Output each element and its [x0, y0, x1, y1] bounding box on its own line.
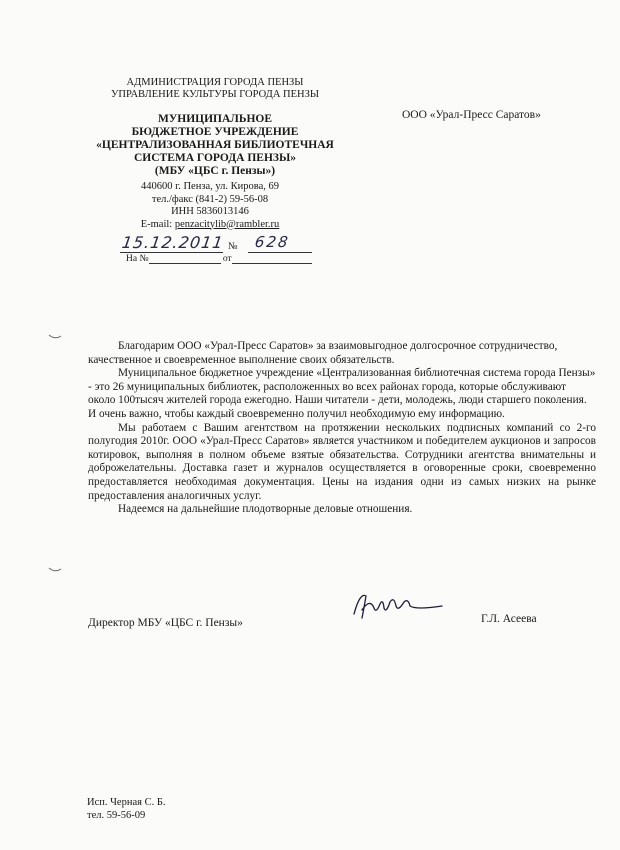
- body-paragraph: Надеемся на дальнейшие плодотворные деловые отношения.: [118, 503, 413, 516]
- reply-from: от: [222, 254, 232, 264]
- punch-hole-mark: [48, 566, 62, 574]
- email-label: E-mail:: [140, 218, 173, 230]
- reply-number-blank: [149, 253, 221, 264]
- punch-hole-mark: [48, 333, 62, 341]
- org-name-line: СИСТЕМА ГОРОДА ПЕНЗЫ»: [134, 152, 296, 164]
- registration-block: [120, 233, 325, 263]
- number-label: №: [228, 241, 238, 252]
- signatory-name: Г.Л. Асеева: [481, 613, 537, 625]
- signatory-title: Директор МБУ «ЦБС г. Пензы»: [88, 617, 243, 629]
- org-name-line: МУНИЦИПАЛЬНОЕ: [157, 113, 273, 125]
- organization-name: [90, 113, 340, 178]
- department-line: УПРАВЛЕНИЕ КУЛЬТУРЫ ГОРОДА ПЕНЗЫ: [110, 89, 320, 100]
- handwritten-signature: [350, 588, 445, 624]
- body-paragraph: Мы работаем с Вашим агентством на протяжении нескольких подписных компаний со 2-го полугодия 2010г. ООО «Урал-Пресс Саратов» является участником и победителем аукционов и запросов котировок, выполняя в полном объеме взятые обязательства. Сотрудники агентства внимательны и доброжелательны. Доставка газет и журналов осуществляется в оговоренные сроки, своевременно предоставляется необходимая документация. Цены на издания одни из самых низких на рынке предоставления аналогичных услуг.: [88, 421, 596, 502]
- inn: ИНН 5836013146: [171, 206, 249, 217]
- letterhead-authority: [110, 77, 320, 101]
- registration-number: 628: [253, 233, 291, 251]
- executor-info: [87, 796, 166, 822]
- letter-body: [88, 340, 596, 517]
- organization-contacts: [110, 181, 310, 231]
- executor-name: Исп. Черная С. Б.: [87, 797, 166, 808]
- email-link[interactable]: penzacitylib@rambler.ru: [174, 218, 280, 230]
- reply-reference: [126, 253, 312, 264]
- registration-date: 15.12.2011: [120, 233, 225, 252]
- org-name-line: (МБУ «ЦБС г. Пензы»): [154, 165, 276, 177]
- org-name-line: «ЦЕНТРАЛИЗОВАННАЯ БИБЛИОТЕЧНАЯ: [96, 139, 334, 151]
- recipient: ООО «Урал-Пресс Саратов»: [402, 109, 541, 121]
- phone-fax: тел./факс (841-2) 59-56-08: [151, 193, 269, 205]
- body-paragraph: Благодарим ООО «Урал-Пресс Саратов» за взаимовыгодное долгосрочное сотрудничество, качественное и своевременное выполнение своих обязательств.: [88, 340, 558, 366]
- org-name-line: БЮДЖЕТНОЕ УЧРЕЖДЕНИЕ: [131, 126, 299, 138]
- email-row: [110, 219, 310, 232]
- reply-prefix: На №: [126, 254, 149, 264]
- administration-line: АДМИНИСТРАЦИЯ ГОРОДА ПЕНЗЫ: [126, 77, 304, 88]
- body-paragraph: Муниципальное бюджетное учреждение «Централизованная библиотечная система города Пензы» - это 26 муниципальных библиотек, расположенных во всех районах города, которые обслуживают около 100тысяч жителей города ежегодно. Наши читатели - дети, молодежь, люди старшего поколения. И очень важно, чтобы каждый своевременно получил необходимую ему информацию.: [88, 367, 596, 420]
- reply-date-blank: [232, 253, 312, 264]
- postal-address: 440600 г. Пенза, ул. Кирова, 69: [140, 181, 280, 192]
- executor-phone: тел. 59-56-09: [87, 810, 146, 821]
